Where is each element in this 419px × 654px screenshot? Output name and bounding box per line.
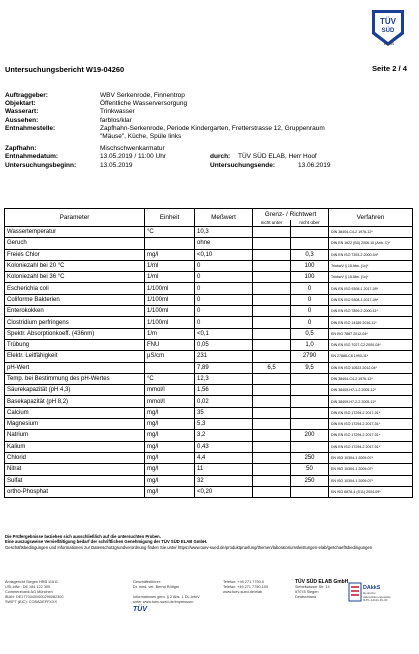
cell-einheit: 1/ml: [145, 260, 195, 271]
cell-messwert: 3,2: [195, 430, 253, 441]
info-entnahmestelle-cont: [5, 133, 410, 141]
col-header-nicht-unter: nicht unter: [253, 220, 291, 227]
cell-nicht-ueber: [291, 441, 329, 452]
cell-nicht-unter: [253, 385, 291, 396]
cell-messwert: 11: [195, 464, 253, 475]
table-row: [5, 486, 413, 497]
cell-einheit: [145, 238, 195, 249]
cell-nicht-unter: [253, 396, 291, 407]
value: 13.06.2019: [298, 161, 331, 169]
cell-einheit: mg/l: [145, 475, 195, 486]
cell-messwert: <0,20: [195, 486, 253, 497]
col-header-verfahren: Verfahren: [329, 209, 413, 227]
cell-parameter: Spektr. Absorptionkoeff. (436nm): [5, 328, 145, 339]
cell-parameter: ortho-Phosphat: [5, 486, 145, 497]
cell-einheit: 1/m: [145, 328, 195, 339]
cell-verfahren: DIN EN ISO 9308-1 2017-09*: [329, 294, 413, 305]
report-title: Untersuchungsbericht W19-04260: [5, 65, 125, 74]
cell-messwert: <0,10: [195, 249, 253, 260]
cell-messwert: 231: [195, 351, 253, 362]
cell-nicht-unter: [253, 339, 291, 350]
cell-einheit: 1/ml: [145, 272, 195, 283]
cell-verfahren: DIN 38404-C4-2 1976-12*: [329, 373, 413, 384]
report-info: [5, 92, 410, 170]
col-header-einheit: Einheit: [145, 209, 195, 227]
cell-parameter: Sulfat: [5, 475, 145, 486]
cell-verfahren: DIN 38409-H7-1-2 2005-12*: [329, 385, 413, 396]
cell-messwert: 1,56: [195, 385, 253, 396]
cell-parameter: Koloniezahl bei 20 °C: [5, 260, 145, 271]
footer-line: SWIFT (BIC): COBADEFFXXX: [5, 600, 58, 604]
cell-verfahren: DIN EN ISO 7393-2 2000-04*: [329, 249, 413, 260]
cell-parameter: Geruch: [5, 238, 145, 249]
label: Zapfhahn:: [5, 145, 37, 153]
table-row: [5, 419, 413, 430]
value: "Mäuse", Küche, Spüle links: [100, 133, 182, 141]
table-row: [5, 373, 413, 384]
footnotes: [5, 534, 413, 550]
label: Entnahmestelle:: [5, 124, 56, 132]
cell-nicht-ueber: 200: [291, 430, 329, 441]
info-entnahmestelle: [5, 125, 410, 133]
table-row: [5, 396, 413, 407]
cell-nicht-ueber: [291, 227, 329, 238]
cell-messwert: 0: [195, 260, 253, 271]
table-row: [5, 339, 413, 350]
cell-verfahren: DIN EN ISO 7027-C2 2000-04*: [329, 339, 413, 350]
info-auftraggeber: [5, 92, 410, 100]
footer-line: Dr. med. vet. Bernd Röttger: [133, 585, 180, 589]
cell-nicht-ueber: 1,0: [291, 339, 329, 350]
cell-messwert: 0: [195, 294, 253, 305]
cell-nicht-unter: [253, 227, 291, 238]
dakks-line: Deutsche: [363, 591, 376, 595]
cell-parameter: Magnesium: [5, 419, 145, 430]
footer-line: Amtsgericht Siegen HRB 11611: [5, 580, 59, 584]
cell-nicht-unter: [253, 486, 291, 497]
dakks-line: Akkreditierungsstelle: [363, 594, 391, 599]
table-row: [5, 294, 413, 305]
cell-nicht-unter: 6,5: [253, 362, 291, 373]
cell-messwert: 0,05: [195, 339, 253, 350]
footer-line: Informationen gem. § 2 Abs. 1 DL-InfoV: [133, 595, 200, 599]
cell-verfahren: DIN 38409-H7-2-2 2005-12*: [329, 396, 413, 407]
cell-nicht-unter: [253, 475, 291, 486]
table-row: [5, 430, 413, 441]
cell-nicht-ueber: [291, 238, 329, 249]
cell-verfahren: DIN EN ISO 9308-1 2017-09*: [329, 283, 413, 294]
footer-line: USt-IdNr.: DE 184 122 309: [5, 585, 51, 589]
cell-verfahren: DIN EN ISO 17294-2 2017-01*: [329, 407, 413, 418]
table-row: [5, 249, 413, 260]
cell-nicht-unter: [253, 249, 291, 260]
cell-parameter: Freies Chlor: [5, 249, 145, 260]
cell-einheit: mg/l: [145, 430, 195, 441]
cell-einheit: 1/100ml: [145, 306, 195, 317]
cell-parameter: Coliforme Bakterien: [5, 294, 145, 305]
cell-nicht-ueber: [291, 385, 329, 396]
info-untersuchung: [5, 162, 410, 170]
label: Untersuchungsende:: [210, 161, 276, 169]
cell-nicht-ueber: [291, 419, 329, 430]
table-row: [5, 362, 413, 373]
cell-parameter: Trübung: [5, 339, 145, 350]
cell-verfahren: DIN 38404-C4-2 1976-12*: [329, 227, 413, 238]
cell-parameter: Basekapazität (pH 8,2): [5, 396, 145, 407]
cell-nicht-ueber: 9,5: [291, 362, 329, 373]
cell-einheit: °C: [145, 227, 195, 238]
cell-nicht-ueber: [291, 407, 329, 418]
col-header-messwert: Meßwert: [195, 209, 253, 227]
cell-messwert: 0: [195, 306, 253, 317]
cell-verfahren: TrinkwV § 15 Abs. (1c)*: [329, 260, 413, 271]
dakks-label: DAkkS: [363, 585, 381, 591]
footer-line: Telefax: +49 271 7750-100: [223, 585, 269, 589]
cell-einheit: 1/100ml: [145, 317, 195, 328]
footer-line: Geschäftsführer:: [133, 580, 162, 584]
cell-einheit: µS/cm: [145, 351, 195, 362]
cell-verfahren: EN ISO 10304-1 2009-07*: [329, 452, 413, 463]
cell-nicht-ueber: 0,5: [291, 328, 329, 339]
info-zapfhahn: [5, 145, 410, 153]
cell-einheit: mg/l: [145, 441, 195, 452]
table-row: [5, 328, 413, 339]
cell-nicht-unter: [253, 441, 291, 452]
cell-messwert: 10,3: [195, 227, 253, 238]
cell-parameter: Koloniezahl bei 36 °C: [5, 272, 145, 283]
table-row: [5, 452, 413, 463]
cell-nicht-unter: [253, 328, 291, 339]
footer-line: www.tuev-sued.de/elab: [223, 590, 263, 594]
label: Entnahmedatum:: [5, 153, 59, 161]
cell-einheit: mg/l: [145, 407, 195, 418]
cell-nicht-unter: [253, 452, 291, 463]
table-row: [5, 306, 413, 317]
cell-nicht-ueber: 2790: [291, 351, 329, 362]
cell-nicht-ueber: [291, 373, 329, 384]
col-header-nicht-ueber: nicht über: [291, 220, 329, 227]
cell-verfahren: DIN EN ISO 7899-2 2000-11*: [329, 306, 413, 317]
dakks-logo-icon: [348, 582, 362, 602]
company-name: TÜV SÜD ELAB GmbH: [295, 579, 349, 585]
cell-messwert: 32: [195, 475, 253, 486]
cell-messwert: <0,1: [195, 328, 253, 339]
svg-text:SÜD: SÜD: [381, 28, 395, 34]
table-row: [5, 464, 413, 475]
info-wasserart: [5, 108, 410, 116]
info-objektart: [5, 100, 410, 108]
cell-parameter: Kalium: [5, 441, 145, 452]
cell-verfahren: EN 27888-C8 1993-11*: [329, 351, 413, 362]
footer-col-address: [295, 580, 355, 600]
cell-einheit: [145, 362, 195, 373]
label: Auftraggeber:: [5, 92, 48, 99]
cell-einheit: mg/l: [145, 249, 195, 260]
table-row: [5, 351, 413, 362]
cell-verfahren: DIN EN ISO 14189 2016-11*: [329, 317, 413, 328]
cell-nicht-ueber: 0,3: [291, 249, 329, 260]
cell-nicht-unter: [253, 260, 291, 271]
cell-nicht-unter: [253, 272, 291, 283]
table-row: [5, 227, 413, 238]
cell-nicht-ueber: [291, 396, 329, 407]
table-row: [5, 441, 413, 452]
table-row: [5, 272, 413, 283]
cell-parameter: Säurekapazität (pH 4,3): [5, 385, 145, 396]
cell-nicht-ueber: 100: [291, 260, 329, 271]
cell-nicht-ueber: [291, 486, 329, 497]
table-row: [5, 317, 413, 328]
dakks-subtitle: [363, 592, 391, 603]
cell-nicht-unter: [253, 351, 291, 362]
cell-verfahren: DIN EN ISO 17294-2 2017-01*: [329, 419, 413, 430]
tuv-mark: TÜV: [133, 606, 147, 613]
cell-einheit: °C: [145, 373, 195, 384]
footer-col-management: [133, 580, 225, 612]
cell-verfahren: DIN EN ISO 17294-2 2017-01*: [329, 441, 413, 452]
info-entnahmedatum: [5, 153, 410, 161]
cell-einheit: FNU: [145, 339, 195, 350]
cell-nicht-ueber: 0: [291, 306, 329, 317]
footer-line: IBAN: DE17700400000290082300: [5, 595, 64, 599]
label: Aussehen:: [5, 116, 39, 124]
value: WBV Serkenrode, Finnentrop: [100, 92, 185, 99]
label: Untersuchungsbeginn:: [5, 161, 77, 169]
value: farblos/klar: [100, 116, 132, 124]
cell-nicht-unter: [253, 306, 291, 317]
value: Mischschwenkarmatur: [100, 145, 165, 153]
cell-einheit: 1/100ml: [145, 283, 195, 294]
cell-nicht-unter: [253, 317, 291, 328]
cell-parameter: Wassertemperatur: [5, 227, 145, 238]
cell-verfahren: EN ISO 10304-1 2009-07*: [329, 464, 413, 475]
value: Zapfhahn-Serkenrode, Periode Kindergarten, Fretterstrasse 12, Gruppenraum: [100, 124, 325, 132]
cell-parameter: Clostridium perfringens: [5, 317, 145, 328]
value: Öffentliche Wasserversorgung: [100, 100, 188, 108]
cell-parameter: Natrium: [5, 430, 145, 441]
cell-nicht-ueber: 50: [291, 464, 329, 475]
cell-messwert: 4,4: [195, 452, 253, 463]
cell-nicht-ueber: 0: [291, 317, 329, 328]
table-row: [5, 407, 413, 418]
cell-verfahren: DIN EN ISO 17294-2 2017-01*: [329, 430, 413, 441]
cell-nicht-unter: [253, 238, 291, 249]
label: Wasserart:: [5, 108, 39, 116]
footnote-line: Die Prüfergebnisse beziehen sich ausschließlich auf die untersuchten Proben.: [5, 534, 161, 539]
cell-parameter: Nitrat: [5, 464, 145, 475]
cell-einheit: mg/l: [145, 419, 195, 430]
cell-messwert: 0: [195, 272, 253, 283]
cell-parameter: Chlorid: [5, 452, 145, 463]
cell-messwert: 35: [195, 407, 253, 418]
cell-parameter: Temp. bei Bestimmung des pH-Wertes: [5, 373, 145, 384]
cell-verfahren: DIN EN ISO 10523 2012-04*: [329, 362, 413, 373]
cell-nicht-ueber: 100: [291, 272, 329, 283]
cell-messwert: 7,89: [195, 362, 253, 373]
value: Trinkwasser: [100, 108, 135, 116]
footer-line: 57078 Siegen: [295, 590, 319, 594]
cell-einheit: mmol/l: [145, 396, 195, 407]
cell-messwert: 5,3: [195, 419, 253, 430]
cell-messwert: 0: [195, 317, 253, 328]
cell-parameter: Escherichia coli: [5, 283, 145, 294]
footer-line: Commerzbank AG München: [5, 590, 53, 594]
cell-parameter: Elektr. Leitfähigkeit: [5, 351, 145, 362]
table-row: [5, 475, 413, 486]
cell-einheit: 1/100ml: [145, 294, 195, 305]
dakks-line: D-PL-14111-01-00: [363, 598, 388, 603]
cell-nicht-unter: [253, 294, 291, 305]
footer-line: Telefon: +49 271 7750-0: [223, 580, 265, 584]
label: durch:: [210, 153, 231, 161]
cell-nicht-unter: [253, 430, 291, 441]
cell-nicht-ueber: 250: [291, 452, 329, 463]
cell-einheit: mg/l: [145, 464, 195, 475]
footer-line: Siebelwasser Str. 14: [295, 585, 330, 589]
cell-messwert: 12,3: [195, 373, 253, 384]
value: 13.05.2019: [100, 161, 133, 169]
cell-verfahren: EN ISO 10304-1 2009-07*: [329, 475, 413, 486]
cell-nicht-unter: [253, 283, 291, 294]
cell-messwert: 0,43: [195, 441, 253, 452]
table-row: [5, 385, 413, 396]
cell-verfahren: EN ISO 6878-4 (D11) 2004-09*: [329, 486, 413, 497]
cell-verfahren: DIN EN 1622 (B3) 2006-10 (Anh. C)*: [329, 238, 413, 249]
table-row: [5, 260, 413, 271]
cell-einheit: mg/l: [145, 452, 195, 463]
cell-einheit: mmol/l: [145, 385, 195, 396]
cell-messwert: 0: [195, 283, 253, 294]
footer-col-contact: [223, 580, 293, 595]
label: Objektart:: [5, 100, 36, 108]
cell-nicht-ueber: 0: [291, 283, 329, 294]
info-aussehen: [5, 117, 410, 125]
logo-subtitle: ELAB: [383, 41, 395, 46]
table-row: [5, 283, 413, 294]
cell-parameter: Calcium: [5, 407, 145, 418]
cell-messwert: ohne: [195, 238, 253, 249]
cell-nicht-ueber: 0: [291, 294, 329, 305]
footer-col-legal: [5, 580, 95, 605]
results-table: [4, 208, 413, 498]
footer-line: Deutschland: [295, 595, 317, 599]
footnote-line: Geschäftsbedingungen und Informationen zur Datenschutzgrundverordnung finden Sie unter https://www.tuev-sued.de/produktpruefung/themen/laboratoriumsleistungen-elab/geschaeftsbedingungen: [5, 544, 373, 550]
value: TÜV SÜD ELAB, Herr Hoof: [238, 153, 317, 161]
cell-messwert: 0,02: [195, 396, 253, 407]
cell-verfahren: TrinkwV § 15 Abs. (1c)*: [329, 272, 413, 283]
footnote-line: Eine auszugsweise Vervielfältigung bedarf der schriftlichen Genehmigung der TÜV SÜD ELAB GmbH.: [5, 539, 208, 545]
page-number: Seite 2 / 4: [371, 64, 407, 73]
cell-verfahren: EN ISO 7887 2012-04*: [329, 328, 413, 339]
value: 13.05.2019 / 11:00 Uhr: [100, 153, 167, 161]
cell-parameter: pH-Wert: [5, 362, 145, 373]
cell-einheit: mg/l: [145, 486, 195, 497]
cell-parameter: Enterokokken: [5, 306, 145, 317]
cell-nicht-ueber: 250: [291, 475, 329, 486]
footer-line: unter www.tuev-sued.de/impressum: [133, 600, 194, 604]
cell-nicht-unter: [253, 407, 291, 418]
cell-nicht-unter: [253, 373, 291, 384]
col-header-parameter: Parameter: [5, 209, 145, 227]
cell-nicht-unter: [253, 464, 291, 475]
col-header-grenzwert: Grenz- / Richtwert: [253, 209, 329, 221]
cell-nicht-unter: [253, 419, 291, 430]
table-row: [5, 238, 413, 249]
svg-text:TÜV: TÜV: [380, 17, 396, 26]
